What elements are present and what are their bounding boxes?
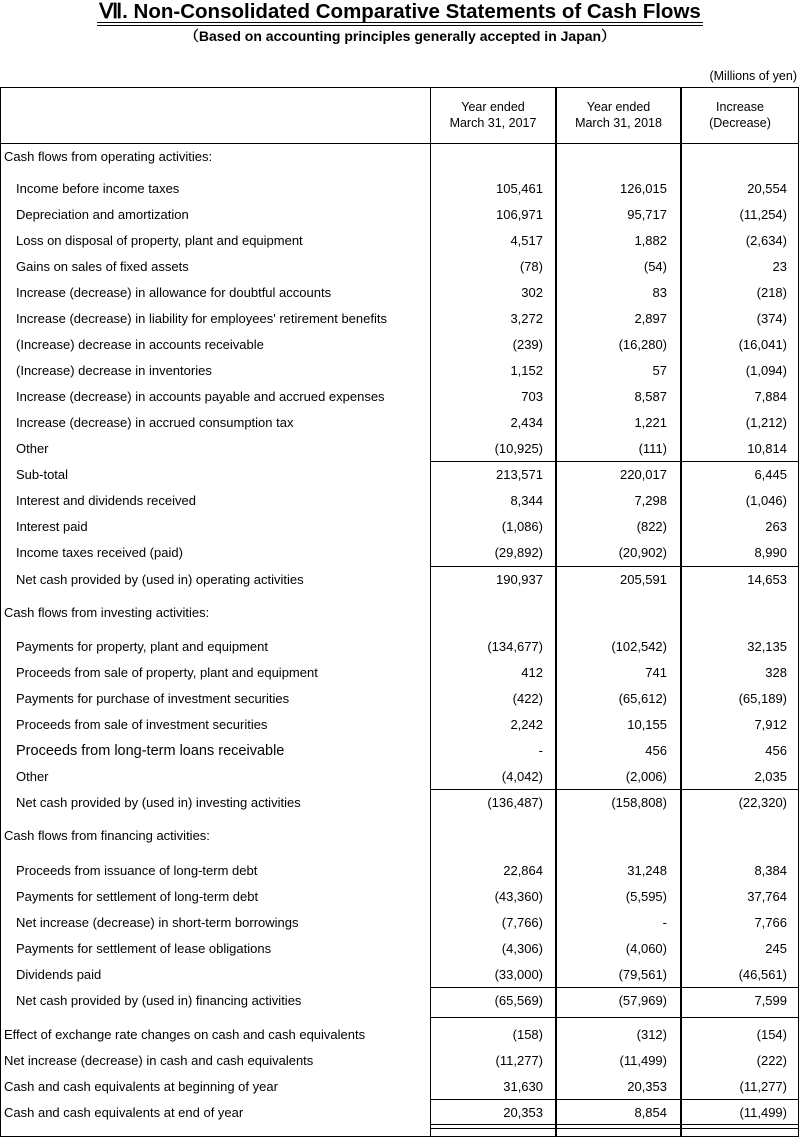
value-2017: 302 (521, 285, 543, 300)
table-row (0, 1022, 800, 1048)
value-2018: 456 (645, 743, 667, 758)
row-label: Proceeds from sale of investment securities (16, 717, 268, 732)
value-change: 8,990 (754, 545, 787, 560)
table-row (0, 962, 800, 988)
value-2017: 2,434 (510, 415, 543, 430)
value-change: 23 (772, 259, 787, 274)
value-2017: (43,360) (494, 889, 543, 904)
value-change: (154) (756, 1027, 787, 1042)
value-2018: 220,017 (620, 467, 667, 482)
value-2017: 3,272 (510, 311, 543, 326)
table-row (0, 988, 800, 1014)
row-label: Increase (decrease) in allowance for doubtful accounts (16, 285, 332, 300)
value-change: (11,499) (739, 1105, 787, 1120)
value-2017: (10,925) (494, 441, 543, 456)
value-2018: (16,280) (618, 337, 667, 352)
row-label: Increase (decrease) in accrued consumption tax (16, 415, 294, 430)
col-header-2017-line1: Year ended (461, 100, 525, 114)
row-label: Gains on sales of fixed assets (16, 259, 189, 274)
row-label: Proceeds from issuance of long-term debt (16, 863, 258, 878)
value-change: 7,766 (754, 915, 787, 930)
value-2018: 57 (652, 363, 667, 378)
value-2018: (57,969) (618, 993, 667, 1008)
section-rule (430, 1017, 799, 1018)
value-2017: (4,306) (501, 941, 543, 956)
value-2018: (79,561) (618, 967, 667, 982)
value-change: (218) (756, 285, 787, 300)
row-label: Net cash provided by (used in) operating activities (16, 572, 304, 587)
table-row (0, 634, 800, 660)
table-row (0, 332, 800, 358)
value-2018: 8,587 (634, 389, 667, 404)
table-row (0, 384, 800, 410)
value-2017: 20,353 (503, 1105, 543, 1120)
value-2017: (11,277) (495, 1053, 543, 1068)
value-2018: (54) (643, 259, 667, 274)
value-2018: 1,221 (634, 415, 667, 430)
value-2017: 4,517 (510, 233, 543, 248)
table-row (0, 712, 800, 738)
table-row (0, 202, 800, 228)
value-2018: (111) (638, 441, 667, 456)
row-label: Sub-total (16, 467, 69, 482)
value-2018: (158,808) (611, 795, 667, 810)
value-2017: (7,766) (501, 915, 543, 930)
table-row (0, 884, 800, 910)
table-row (0, 176, 800, 202)
row-label: Interest and dividends received (16, 493, 196, 508)
row-label: Payments for settlement of lease obligations (16, 941, 272, 956)
value-change: (1,046) (745, 493, 787, 508)
row-label: Proceeds from sale of property, plant and equipment (16, 665, 318, 680)
col-header-2017 (431, 99, 555, 133)
value-2018: 7,298 (634, 493, 667, 508)
value-2018: 741 (645, 665, 667, 680)
table-row (0, 462, 800, 488)
value-change: 20,554 (747, 181, 787, 196)
table-row (0, 1100, 800, 1126)
row-label: Net increase (decrease) in short-term borrowings (16, 915, 299, 930)
row-label: Net increase (decrease) in cash and cash equivalents (4, 1053, 314, 1068)
value-2017: 31,630 (503, 1079, 543, 1094)
value-2017: 22,864 (503, 863, 543, 878)
table-row (0, 660, 800, 686)
value-change: 6,445 (754, 467, 787, 482)
col-header-change-line1: Increase (716, 100, 764, 114)
table-row (0, 764, 800, 790)
value-change: (46,561) (738, 967, 787, 982)
row-label: Increase (decrease) in liability for employees' retirement benefits (16, 311, 387, 326)
row-label: Payments for settlement of long-term debt (16, 889, 259, 904)
value-2018: (65,612) (618, 691, 667, 706)
row-label: (Increase) decrease in accounts receivable (16, 337, 264, 352)
row-label: Cash and cash equivalents at beginning of year (4, 1079, 278, 1094)
table-row (0, 254, 800, 280)
section-header-row (0, 144, 800, 170)
value-change: 245 (765, 941, 787, 956)
row-label: Interest paid (16, 519, 88, 534)
value-2017: 412 (521, 665, 543, 680)
value-change: (1,094) (745, 363, 787, 378)
col-header-2018-line1: Year ended (586, 100, 651, 114)
value-change: (374) (756, 311, 787, 326)
col-header-2018 (557, 99, 680, 133)
total-double-rule (430, 1128, 799, 1129)
value-2017: 2,242 (510, 717, 543, 732)
table-row (0, 858, 800, 884)
value-2017: (78) (519, 259, 543, 274)
table-row (0, 280, 800, 306)
value-change: 456 (765, 743, 787, 758)
table-row (0, 1074, 800, 1100)
row-label: Income taxes received (paid) (16, 545, 183, 560)
value-2018: 10,155 (627, 717, 667, 732)
row-label: Dividends paid (16, 967, 102, 982)
row-label: Payments for property, plant and equipment (16, 639, 268, 654)
section-header-row (0, 823, 800, 849)
value-change: (22,320) (738, 795, 787, 810)
value-2017: (239) (512, 337, 543, 352)
value-2017: 106,971 (496, 207, 543, 222)
table-row (0, 358, 800, 384)
value-2018: (312) (636, 1027, 667, 1042)
value-2018: 31,248 (627, 863, 667, 878)
value-change: 7,599 (754, 993, 787, 1008)
value-change: 8,384 (754, 863, 787, 878)
table-row (0, 738, 800, 764)
value-2018: 205,591 (620, 572, 667, 587)
table-row (0, 306, 800, 332)
value-2018: 1,882 (634, 233, 667, 248)
table-row (0, 488, 800, 514)
table-row (0, 567, 800, 593)
table-row (0, 936, 800, 962)
value-2017: (158) (512, 1027, 543, 1042)
section-header-row (0, 600, 800, 626)
value-2018: 8,854 (634, 1105, 667, 1120)
row-label: Proceeds from long-term loans receivable (16, 743, 285, 759)
value-change: 263 (765, 519, 787, 534)
value-change: (1,212) (745, 415, 787, 430)
row-label: Increase (decrease) in accounts payable and accrued expenses (16, 389, 385, 404)
value-2017: 213,571 (496, 467, 543, 482)
value-change: (65,189) (738, 691, 787, 706)
value-2018: (20,902) (618, 545, 667, 560)
value-2017: 105,461 (496, 181, 543, 196)
row-label: Payments for purchase of investment securities (16, 691, 290, 706)
table-row (0, 790, 800, 816)
row-label: Cash flows from financing activities: (4, 828, 210, 843)
value-change: (2,634) (745, 233, 787, 248)
value-2017: 1,152 (510, 363, 543, 378)
value-2018: (4,060) (625, 941, 667, 956)
col-header-change (682, 99, 798, 133)
value-change: 10,814 (747, 441, 787, 456)
value-2017: - (538, 743, 543, 758)
value-2017: (422) (512, 691, 543, 706)
table-row (0, 540, 800, 566)
value-2017: 703 (521, 389, 543, 404)
value-2018: 95,717 (627, 207, 667, 222)
col-header-2017-line2: March 31, 2017 (449, 116, 537, 130)
value-2018: 126,015 (620, 181, 667, 196)
table-row (0, 686, 800, 712)
value-2018: - (662, 915, 667, 930)
value-2018: 83 (652, 285, 667, 300)
value-change: 328 (765, 665, 787, 680)
value-change: (16,041) (738, 337, 787, 352)
table-row (0, 436, 800, 462)
row-label: Effect of exchange rate changes on cash and cash equivalents (4, 1027, 366, 1042)
value-2017: 8,344 (510, 493, 543, 508)
value-2018: 20,353 (627, 1079, 667, 1094)
row-label: Cash flows from investing activities: (4, 605, 210, 620)
row-label: (Increase) decrease in inventories (16, 363, 212, 378)
value-change: 32,135 (747, 639, 787, 654)
value-change: 37,764 (747, 889, 787, 904)
row-label: Cash flows from operating activities: (4, 149, 213, 164)
table-row (0, 410, 800, 436)
row-label: Depreciation and amortization (16, 207, 189, 222)
col-header-2018-line2: March 31, 2018 (575, 116, 662, 130)
table-row (0, 514, 800, 540)
row-label: Net cash provided by (used in) financing activities (16, 993, 302, 1008)
col-header-change-line2: (Decrease) (709, 116, 771, 130)
row-label: Other (16, 769, 49, 784)
value-2017: (33,000) (494, 967, 543, 982)
value-2018: (102,542) (611, 639, 667, 654)
value-change: 14,653 (747, 572, 787, 587)
row-label: Loss on disposal of property, plant and equipment (16, 233, 303, 248)
value-change: 2,035 (754, 769, 787, 784)
value-2017: 190,937 (496, 572, 543, 587)
table-row (0, 1048, 800, 1074)
value-2017: (65,569) (494, 993, 543, 1008)
row-label: Income before income taxes (16, 181, 180, 196)
value-2018: (2,006) (625, 769, 667, 784)
value-2017: (4,042) (501, 769, 543, 784)
value-change: 7,884 (754, 389, 787, 404)
value-2018: (11,499) (619, 1053, 667, 1068)
value-2017: (1,086) (501, 519, 543, 534)
value-change: (11,277) (739, 1079, 787, 1094)
row-label: Cash and cash equivalents at end of year (4, 1105, 244, 1120)
value-2017: (134,677) (487, 639, 543, 654)
value-2018: (5,595) (625, 889, 667, 904)
value-2017: (136,487) (487, 795, 543, 810)
row-label: Net cash provided by (used in) investing activities (16, 795, 301, 810)
value-2017: (29,892) (494, 545, 543, 560)
value-2018: (822) (636, 519, 667, 534)
statement-title: Ⅶ. Non-Consolidated Comparative Statements of Cash Flows (0, 0, 800, 26)
table-row (0, 910, 800, 936)
value-2018: 2,897 (634, 311, 667, 326)
statement-subtitle: （Based on accounting principles generally accepted in Japan） (184, 28, 616, 44)
row-label: Other (16, 441, 49, 456)
table-row (0, 228, 800, 254)
units-note: (Millions of yen) (709, 69, 797, 83)
value-change: (11,254) (739, 207, 787, 222)
value-change: 7,912 (754, 717, 787, 732)
value-change: (222) (756, 1053, 787, 1068)
